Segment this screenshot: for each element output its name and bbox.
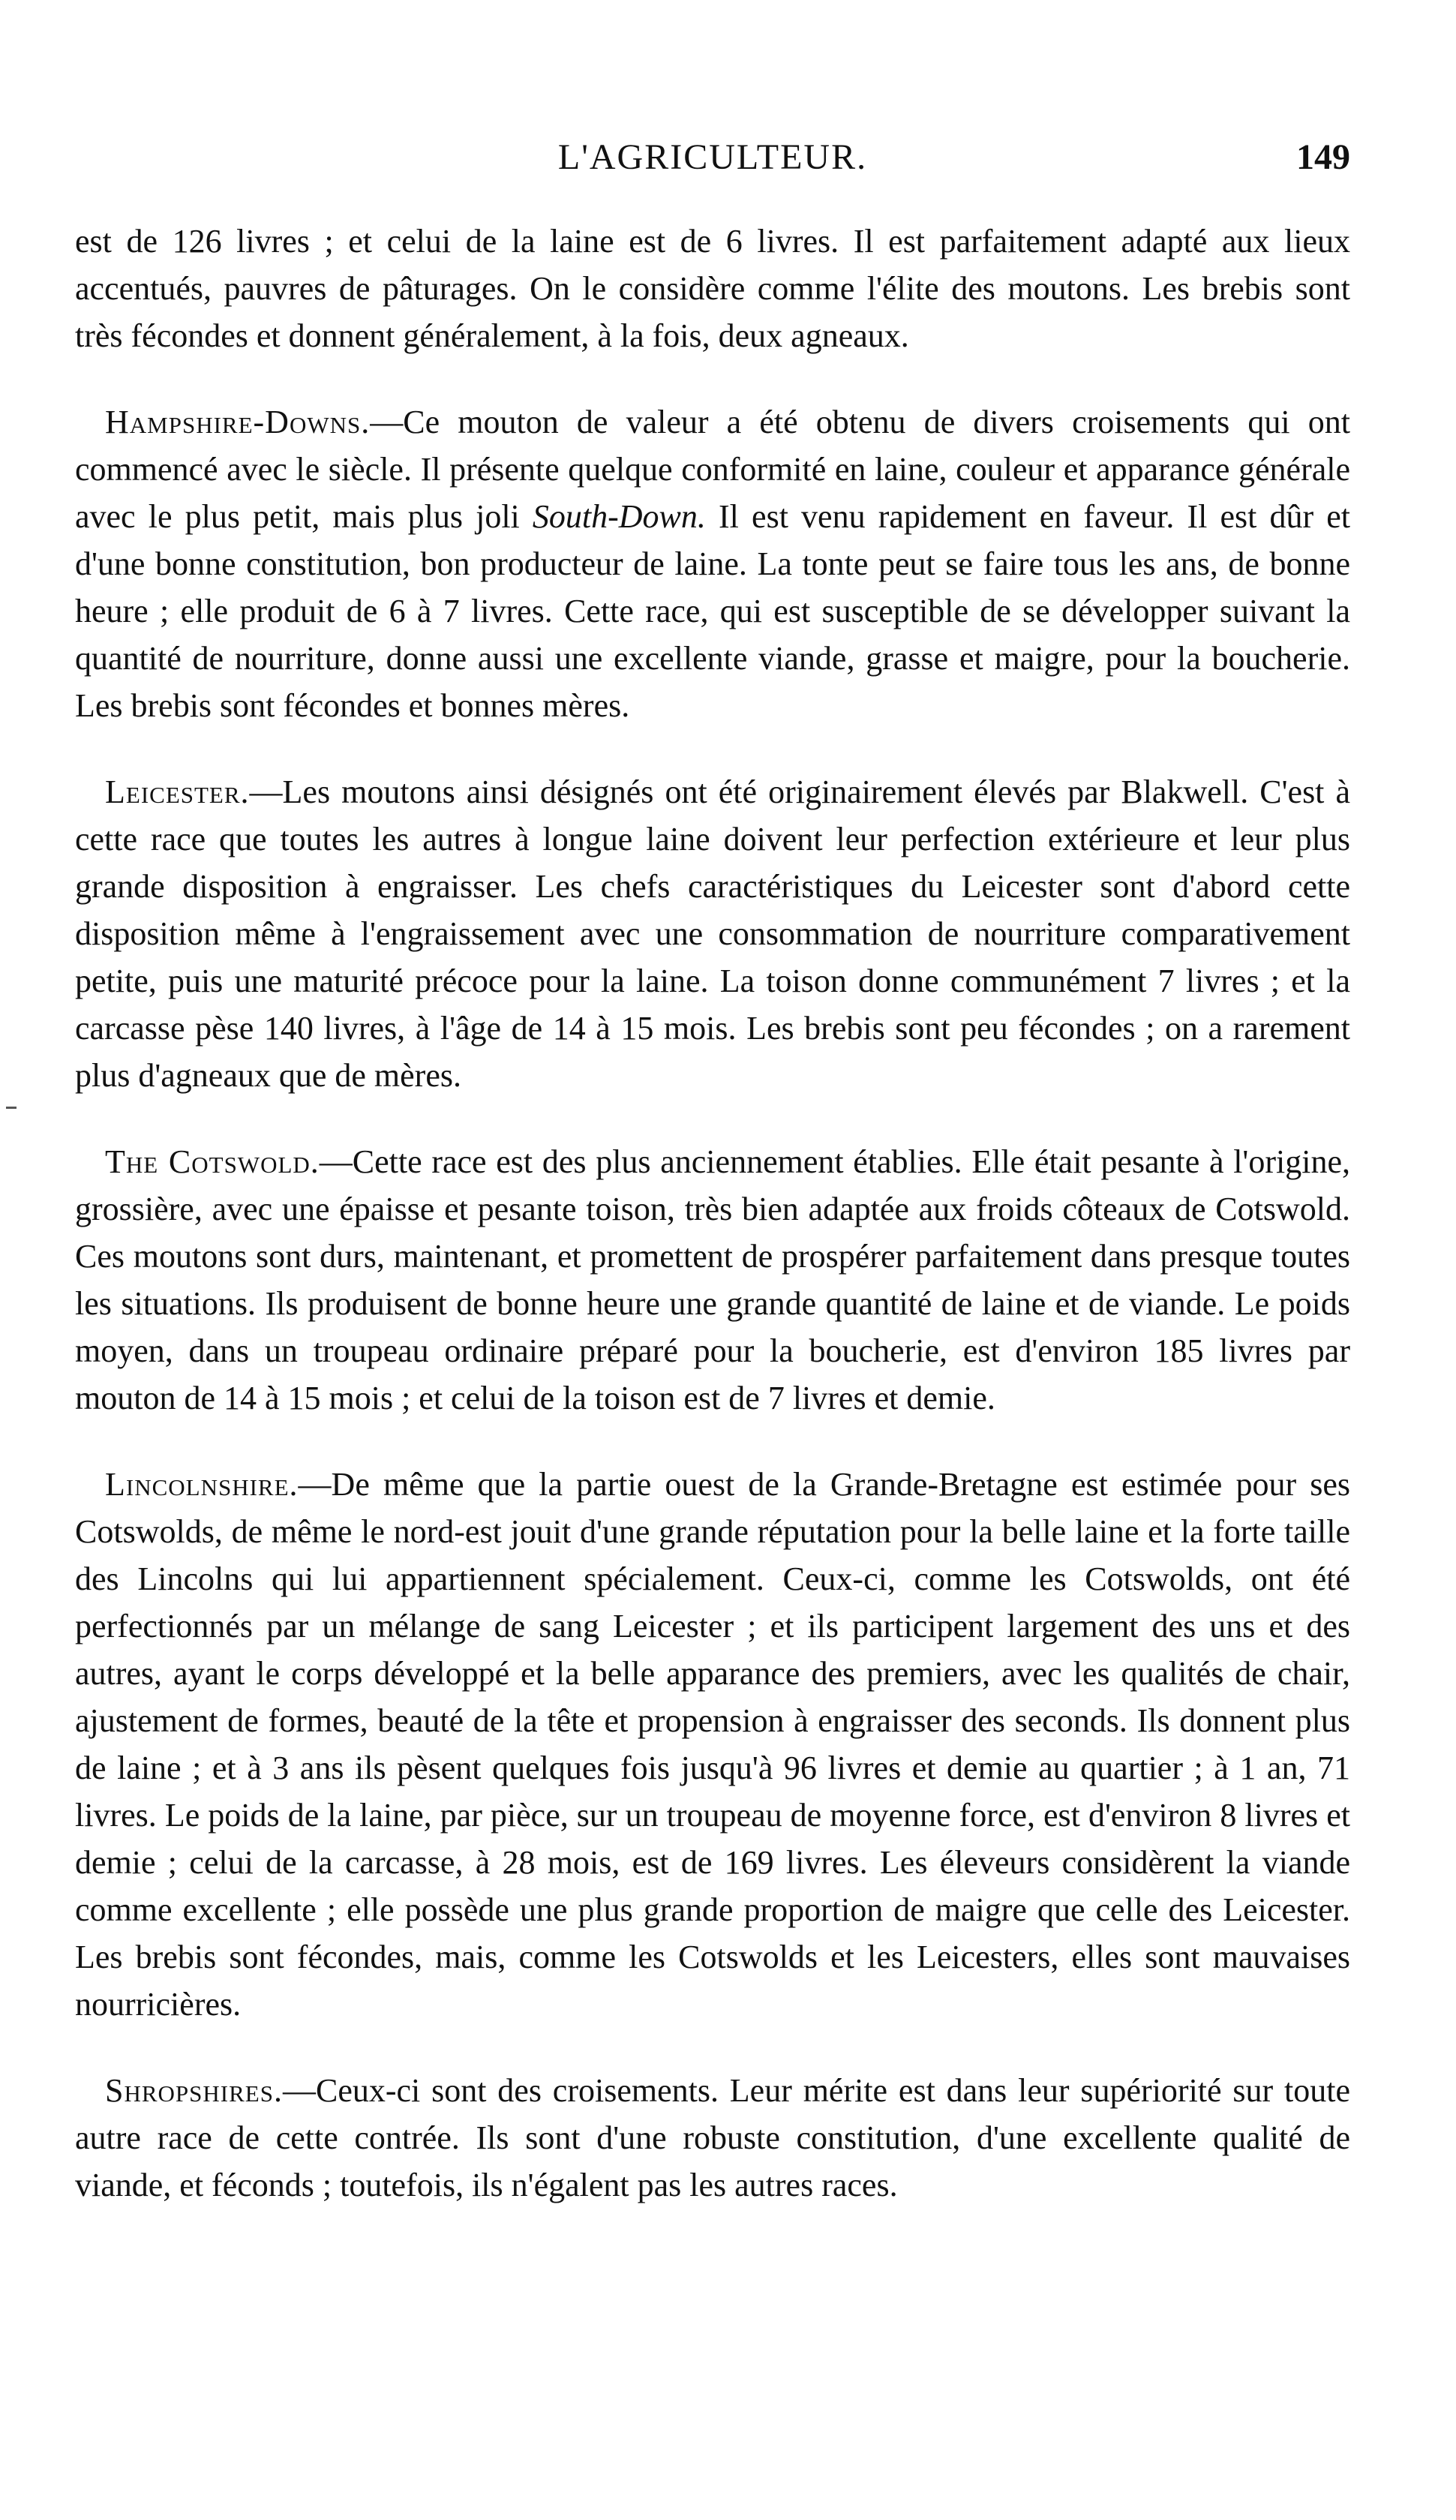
paragraph-text: —Ce mouton de valeur a été obtenu de divers croisements qui ont commencé avec le siècle. Il présente quelque conformité en laine, couleur et apparance générale avec le plus petit, mais plus joli xyxy=(75,404,1350,535)
section-heading: Shropshires. xyxy=(105,2072,283,2109)
paragraph-lincolnshire xyxy=(75,1461,1350,2028)
paragraph-text: —Cette race est des plus anciennement établies. Elle était pesante à l'origine, grossière, avec une épaisse et pesante toison, très bien adaptée aux froids côteaux de Cotswold. Ces moutons sont durs, maintenant, et promettent de prospérer parfaitement dans presque toutes les situations. Ils produisent de bonne heure une grande quantité de laine et de viande. Le poids moyen, dans un troupeau ordinaire préparé pour la boucherie, est d'environ 185 livres par mouton de 14 à 15 mois ; et celui de la toison est de 7 livres et demie. xyxy=(75,1143,1350,1416)
running-title: L'AGRICULTEUR. xyxy=(557,137,868,177)
margin-mark xyxy=(6,1107,17,1109)
page-number: 149 xyxy=(1296,137,1350,177)
running-header xyxy=(75,135,1350,203)
paragraph-shropshires xyxy=(75,2067,1350,2209)
paragraph-text: Il est venu rapidement en faveur. Il est dûr et d'une bonne constitution, bon producteur de laine. La tonte peut se faire tous les ans, de bonne heure ; elle produit de 6 à 7 livres. Cette race, qui est susceptible de se développer suivant la quantité de nourriture, donne aussi une excellente viande, grasse et maigre, pour la boucherie. Les brebis sont fécondes et bonnes mères. xyxy=(75,498,1350,724)
paragraph-continuation xyxy=(75,218,1350,359)
paragraph-text: —De même que la partie ouest de la Grande-Bretagne est estimée pour ses Cotswolds, de même le nord-est jouit d'une grande réputation pour la belle laine et la forte taille des Lincolns qui lui appartiennent spécialement. Ceux-ci, comme les Cotswolds, ont été perfectionnés par un mélange de sang Leicester ; et ils participent largement des uns et des autres, ayant le corps développé et la belle apparance des premiers, avec les qualités de chair, ajustement de formes, beauté de la tête et propension à engraisser des seconds. Ils donnent plus de laine ; et à 3 ans ils pèsent quelques fois jusqu'à 96 livres et demie au quartier ; à 1 an, 71 livres. Le poids de la laine, par pièce, sur un troupeau de moyenne force, est d'environ 8 livres et demie ; celui de la carcasse, à 28 mois, est de 169 livres. Les éleveurs considèrent la viande comme excellente ; elle possède une plus grande proportion de maigre que celle des Leicester. Les brebis sont fécondes, mais, comme les Cotswolds et les Leicesters, elles sont mauvaises nourricières. xyxy=(75,1466,1350,2023)
paragraph-text: —Les moutons ainsi désignés ont été originairement élevés par Blakwell. C'est à cette race que toutes les autres à longue laine doivent leur perfection extérieure et leur plus grande disposition à engraisser. Les chefs caractéristiques du Leicester sont d'abord cette disposition même à l'engraissement avec une consommation de nourriture comparativement petite, puis une maturité précoce pour la laine. La toison donne communément 7 livres ; et la carcasse pèse 140 livres, à l'âge de 14 à 15 mois. Les brebis sont peu fécondes ; on a rarement plus d'agneaux que de mères. xyxy=(75,773,1350,1094)
section-heading: The Cotswold. xyxy=(105,1143,320,1180)
section-heading: Leicester. xyxy=(105,773,250,810)
emphasized-text: South-Down. xyxy=(532,498,706,535)
paragraph-leicester xyxy=(75,768,1350,1099)
section-heading: Hampshire-Downs. xyxy=(105,404,371,440)
book-page xyxy=(75,135,1350,2476)
paragraph-hampshire-downs xyxy=(75,398,1350,729)
paragraph-text: —Ceux-ci sont des croisements. Leur mérite est dans leur supériorité sur toute autre race de cette contrée. Ils sont d'une robuste constitution, d'une excellente qualité de viande, et féconds ; toutefois, ils n'égalent pas les autres races. xyxy=(75,2072,1350,2203)
paragraph-cotswold xyxy=(75,1138,1350,1422)
section-heading: Lincolnshire. xyxy=(105,1466,299,1503)
paragraph-text: est de 126 livres ; et celui de la laine est de 6 livres. Il est parfaitement adapté aux lieux accentués, pauvres de pâturages. On le considère comme l'élite des moutons. Les brebis sont très fécondes et donnent généralement, à la fois, deux agneaux. xyxy=(75,223,1350,354)
